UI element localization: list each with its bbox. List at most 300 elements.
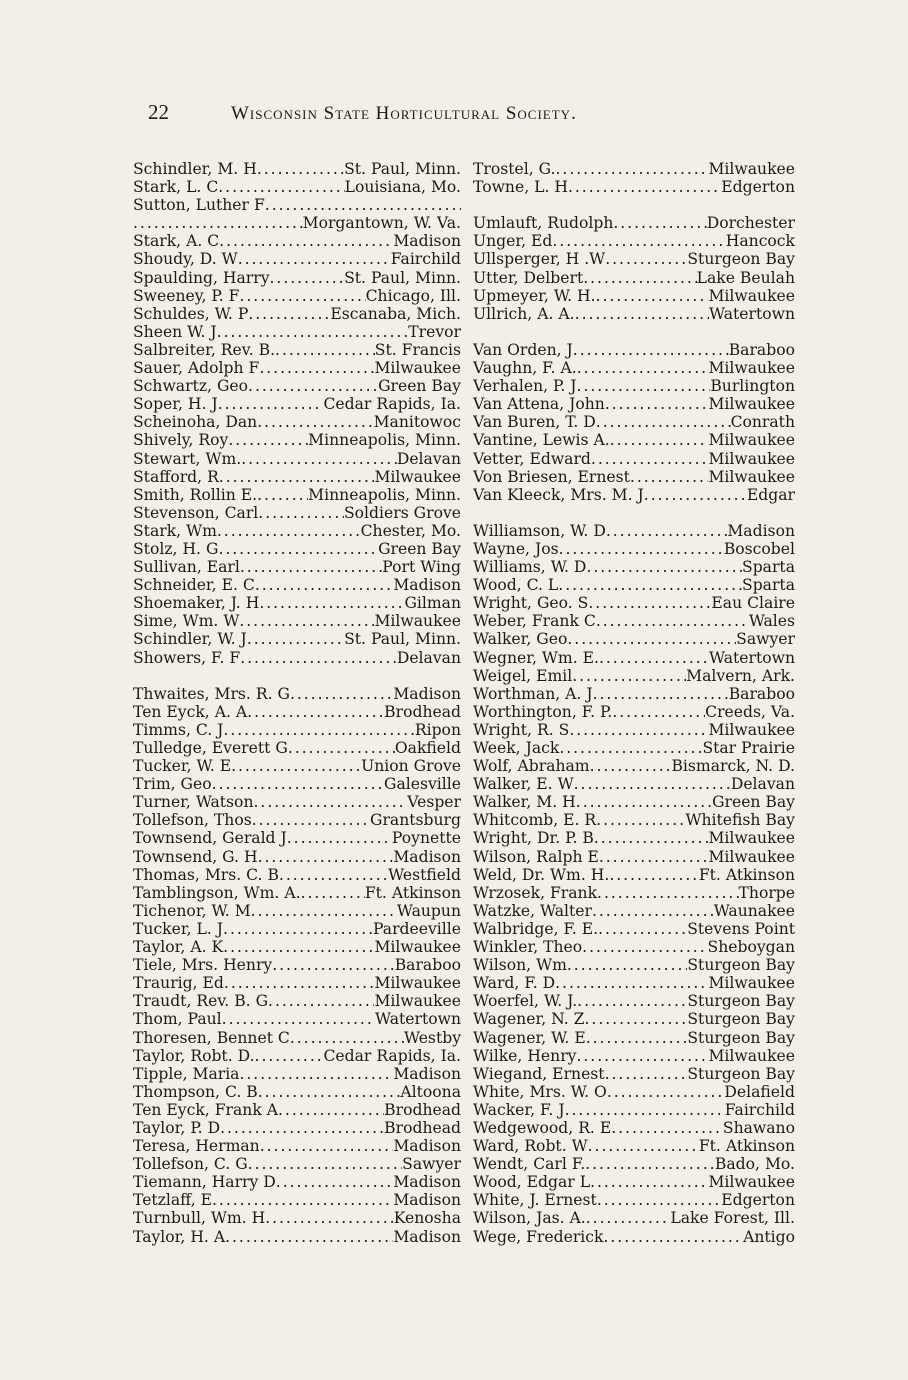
- member-location: Brodhead: [384, 1118, 461, 1137]
- dot-leader: [599, 649, 709, 667]
- member-name: Stark, L. C: [133, 178, 219, 197]
- member-name: Taylor, Robt. D.: [133, 1046, 255, 1065]
- member-location: Milwaukee: [374, 612, 461, 631]
- dot-leader: [240, 558, 382, 576]
- dot-leader: [593, 685, 729, 703]
- dot-leader: [275, 341, 375, 359]
- member-location: Milwaukee: [374, 938, 461, 957]
- dot-leader: [276, 1173, 394, 1191]
- member-name: Vantine, Lewis A.: [473, 431, 610, 450]
- member-name: Wendt, Carl F.: [473, 1155, 586, 1174]
- member-entry: [473, 956, 795, 974]
- member-name: Utter, Delbert: [473, 268, 584, 287]
- member-entry: [473, 160, 795, 178]
- dot-leader: [290, 685, 393, 703]
- dot-leader: [259, 594, 404, 612]
- member-name: Taylor, H. A: [133, 1227, 226, 1246]
- member-location: Bado, Mo.: [714, 1155, 795, 1174]
- member-entry: [473, 721, 795, 739]
- member-location: Milwaukee: [374, 467, 461, 486]
- dot-leader: [559, 540, 724, 558]
- dot-leader: [247, 630, 344, 648]
- member-entry: [473, 341, 795, 359]
- member-entry: [473, 1228, 795, 1246]
- member-name: Unger, Ed: [473, 232, 553, 251]
- member-location: Grantsburg: [370, 811, 461, 830]
- dot-leader: [240, 649, 397, 667]
- member-location: Soldiers Grove: [343, 503, 461, 522]
- member-location: Altoona: [400, 1082, 461, 1101]
- dot-leader: [596, 811, 685, 829]
- member-location: Sturgeon Bay: [687, 250, 795, 269]
- member-entry: [133, 269, 461, 287]
- dot-leader: [594, 829, 709, 847]
- dot-leader: [258, 504, 344, 522]
- member-location: Manitowoc: [373, 413, 461, 432]
- member-entry: [473, 1191, 795, 1209]
- dot-leader: [590, 1173, 708, 1191]
- member-entry: [473, 848, 795, 866]
- member-entry: [473, 612, 795, 630]
- member-entry: [133, 703, 461, 721]
- member-name: Wagener, N. Z: [473, 1010, 585, 1029]
- dot-leader: [252, 811, 370, 829]
- member-location: Madison: [393, 232, 461, 251]
- member-entry: [133, 1119, 461, 1137]
- member-name: Schindler, W. J: [133, 630, 247, 649]
- member-name: Williamson, W. D: [473, 521, 606, 540]
- dot-leader: [555, 974, 708, 992]
- member-entry: [473, 938, 795, 956]
- member-name: Whitcomb, E. R: [473, 811, 597, 830]
- dot-leader: [288, 739, 395, 757]
- member-location: Milwaukee: [708, 847, 795, 866]
- member-entry: [473, 540, 795, 558]
- member-entry: [133, 685, 461, 703]
- member-entry: [473, 884, 795, 902]
- dot-leader: [219, 232, 393, 250]
- dot-leader: [257, 486, 308, 504]
- member-entry: [473, 305, 795, 323]
- dot-leader: [568, 178, 721, 196]
- member-name: Stolz, H. G: [133, 539, 219, 558]
- member-entry: [473, 1065, 795, 1083]
- member-location: Baraboo: [394, 956, 461, 975]
- dot-leader: [586, 558, 742, 576]
- member-name: Thoresen, Bennet C: [133, 1028, 290, 1047]
- member-name: Traurig, Ed: [133, 974, 224, 993]
- member-location: Trevor: [408, 322, 461, 341]
- member-name: Townsend, G. H: [133, 847, 258, 866]
- member-location: Delavan: [396, 449, 461, 468]
- member-name: Walbridge, F. E.: [473, 919, 599, 938]
- dot-leader: [585, 1155, 715, 1173]
- member-location: Sturgeon Bay: [687, 956, 795, 975]
- member-name: Trostel, G.: [473, 160, 556, 178]
- member-entry: [133, 974, 461, 992]
- member-name: Tiele, Mrs. Henry: [133, 956, 273, 975]
- member-location: Poynette: [391, 829, 461, 848]
- member-location: Milwaukee: [708, 1046, 795, 1065]
- member-location: Dorchester: [706, 214, 795, 233]
- member-name: Thom, Paul: [133, 1010, 222, 1029]
- member-entry: [133, 1083, 461, 1101]
- member-name: Weber, Frank C: [473, 612, 596, 631]
- member-name: Wegner, Wm. E.: [473, 648, 599, 667]
- right-column: [473, 160, 795, 1246]
- member-entry: [473, 594, 795, 612]
- member-entry: [473, 902, 795, 920]
- dot-leader: [248, 1155, 403, 1173]
- member-name: Wilson, Ralph E: [473, 847, 599, 866]
- member-name: Worthman, A. J: [473, 684, 593, 703]
- member-location: Chester, Mo.: [360, 521, 461, 540]
- dot-leader: [133, 214, 303, 232]
- member-location: Sturgeon Bay: [687, 1064, 795, 1083]
- dot-leader: [599, 848, 709, 866]
- member-entry: [473, 486, 795, 504]
- dot-leader: [217, 323, 409, 341]
- dot-leader: [596, 287, 709, 305]
- member-entry: [473, 739, 795, 757]
- dot-leader: [228, 431, 308, 449]
- member-name: Stevenson, Carl: [133, 503, 259, 522]
- member-name: Sullivan, Earl: [133, 558, 240, 577]
- member-entry: [133, 1191, 461, 1209]
- dot-leader: [611, 1119, 723, 1137]
- dot-leader: [586, 1209, 671, 1227]
- dot-leader: [596, 612, 749, 630]
- dot-leader: [241, 450, 397, 468]
- member-name: Thomas, Mrs. C. B: [133, 865, 279, 884]
- member-name: Trim, Geo: [133, 775, 212, 794]
- member-location: Cedar Rapids, Ia.: [323, 395, 461, 414]
- dot-leader: [248, 377, 378, 395]
- dot-leader: [255, 1047, 324, 1065]
- member-location: Burlington: [710, 377, 795, 396]
- member-entry: [473, 1137, 795, 1155]
- dot-leader: [260, 1137, 394, 1155]
- member-name: White, J. Ernest: [473, 1191, 597, 1210]
- dot-leader: [212, 1191, 393, 1209]
- member-location: Watertown: [709, 648, 795, 667]
- member-entry: [133, 1137, 461, 1155]
- member-name: Tiemann, Harry D: [133, 1173, 276, 1192]
- dot-leader: [290, 1029, 404, 1047]
- dot-leader: [573, 341, 729, 359]
- member-entry: [133, 196, 461, 214]
- member-entry: [133, 1010, 461, 1028]
- member-location: Milwaukee: [708, 431, 795, 450]
- member-name: Tipple, Maria: [133, 1064, 240, 1083]
- member-name: Ullsperger, H .W: [473, 250, 606, 269]
- member-entry: [133, 377, 461, 395]
- dot-leader: [556, 160, 709, 178]
- member-entry: [473, 866, 795, 884]
- member-name: Shoemaker, J. H: [133, 594, 260, 613]
- member-entry: [133, 232, 461, 250]
- member-name: Towne, L. H: [473, 178, 568, 197]
- member-location: Port Wing: [382, 558, 461, 577]
- member-entry: [473, 413, 795, 431]
- dot-leader: [268, 992, 374, 1010]
- member-name: Walker, E. W: [473, 775, 574, 794]
- member-name: Worthington, F. P.: [473, 702, 613, 721]
- member-entry: [133, 866, 461, 884]
- member-name: Tollefson, Thos: [133, 811, 252, 830]
- member-entry: [133, 413, 461, 431]
- member-location: Green Bay: [712, 793, 795, 812]
- member-entry: [473, 1083, 795, 1101]
- dot-leader: [212, 775, 384, 793]
- dot-leader: [251, 902, 397, 920]
- member-location: Delafield: [724, 1082, 795, 1101]
- member-entry: [133, 884, 461, 902]
- member-name: Townsend, Gerald J: [133, 829, 287, 848]
- dot-leader: [585, 1010, 688, 1028]
- member-name: Schuldes, W. P: [133, 304, 249, 323]
- member-location: Milwaukee: [708, 720, 795, 739]
- member-entry: [473, 667, 795, 685]
- member-location: St. Paul, Minn.: [344, 160, 461, 178]
- dot-leader: [576, 793, 712, 811]
- dot-leader: [223, 938, 374, 956]
- member-location: Baraboo: [728, 684, 795, 703]
- member-name: Thompson, C. B: [133, 1082, 258, 1101]
- member-entry: [473, 793, 795, 811]
- member-name: Watzke, Walter: [473, 901, 592, 920]
- member-name: Ten Eyck, Frank A: [133, 1100, 278, 1119]
- dot-leader: [265, 196, 461, 214]
- member-name: Von Briesen, Ernest: [473, 467, 630, 486]
- member-entry: [473, 468, 795, 486]
- member-name: Walker, M. H: [473, 793, 576, 812]
- member-entry: [133, 305, 461, 323]
- member-name: Vetter, Edward: [473, 449, 591, 468]
- member-location: Milwaukee: [708, 286, 795, 305]
- member-entry: [473, 1047, 795, 1065]
- member-name: Turnbull, Wm. H: [133, 1209, 266, 1228]
- dot-leader: [239, 287, 365, 305]
- member-location: Madison: [393, 1064, 461, 1083]
- member-name: Weigel, Emil: [473, 666, 573, 685]
- dot-leader: [586, 1029, 688, 1047]
- dot-leader: [592, 902, 714, 920]
- dot-leader: [265, 1209, 394, 1227]
- member-entry: [473, 1209, 795, 1227]
- member-location: Lake Beulah: [696, 268, 795, 287]
- member-name: Smith, Rollin E.: [133, 485, 258, 504]
- member-name: Sutton, Luther F: [133, 196, 265, 215]
- member-entry: [133, 829, 461, 847]
- dot-leader: [577, 359, 709, 377]
- member-location: Green Bay: [378, 539, 461, 558]
- dot-leader: [567, 956, 687, 974]
- member-entry: [473, 558, 795, 576]
- dot-leader: [591, 450, 709, 468]
- member-name: Sweeney, P. F: [133, 286, 240, 305]
- member-location: Chicago, Ill.: [365, 286, 461, 305]
- member-entry: [133, 540, 461, 558]
- dot-leader: [257, 160, 344, 178]
- member-entry: [133, 1173, 461, 1191]
- member-entry: [473, 775, 795, 793]
- dot-leader: [590, 757, 672, 775]
- member-location: Bismarck, N. D.: [671, 757, 795, 776]
- member-location: Madison: [393, 847, 461, 866]
- member-location: Fairchild: [724, 1100, 795, 1119]
- member-entry: [473, 1029, 795, 1047]
- dot-leader: [597, 1191, 721, 1209]
- member-entry: [473, 703, 795, 721]
- member-entry: [133, 160, 461, 178]
- member-location: Delavan: [730, 775, 795, 794]
- member-location: Sparta: [742, 576, 795, 595]
- dot-leader: [596, 413, 731, 431]
- dot-leader: [567, 630, 736, 648]
- member-name: Weld, Dr. Wm. H.: [473, 865, 610, 884]
- member-entry: [473, 576, 795, 594]
- dot-leader: [606, 522, 727, 540]
- member-location: Watertown: [375, 1010, 461, 1029]
- member-entry: [473, 450, 795, 468]
- member-location: Hancock: [725, 232, 795, 251]
- member-entry: [133, 920, 461, 938]
- dot-leader: [301, 884, 365, 902]
- dot-leader: [569, 721, 708, 739]
- member-location: Green Bay: [378, 377, 461, 396]
- member-entry: [473, 269, 795, 287]
- member-entry: [133, 1209, 461, 1227]
- member-entry: [133, 359, 461, 377]
- member-entry: [473, 359, 795, 377]
- section-gap: [473, 323, 795, 341]
- member-location: Milwaukee: [708, 449, 795, 468]
- member-location: Madison: [393, 1227, 461, 1246]
- member-name: Stark, A. C: [133, 232, 220, 251]
- member-location: Shawano: [722, 1118, 795, 1137]
- member-location: Milwaukee: [708, 467, 795, 486]
- member-name: Tucker, L. J: [133, 919, 224, 938]
- dot-leader: [577, 377, 711, 395]
- member-location: Milwaukee: [708, 829, 795, 848]
- member-name: Taylor, A. K: [133, 938, 224, 957]
- member-location: Sheboygan: [707, 938, 795, 957]
- dot-leader: [247, 703, 384, 721]
- member-entry: [133, 178, 461, 196]
- member-name: Stark, Wm: [133, 521, 217, 540]
- member-entry: [133, 450, 461, 468]
- member-name: Schneider, E. C: [133, 576, 255, 595]
- member-name: Traudt, Rev. B. G: [133, 992, 269, 1011]
- member-location: Ft. Atkinson: [698, 1137, 795, 1156]
- dot-leader: [248, 305, 330, 323]
- dot-leader: [279, 866, 388, 884]
- member-name: Schwartz, Geo: [133, 377, 249, 396]
- dot-leader: [231, 757, 361, 775]
- member-entry: [133, 992, 461, 1010]
- member-entry: [133, 214, 461, 232]
- dot-leader: [559, 739, 702, 757]
- member-name: Wright, Dr. P. B: [473, 829, 594, 848]
- member-name: Wilson, Wm: [473, 956, 567, 975]
- member-location: Minneapolis, Minn.: [308, 485, 461, 504]
- member-location: Waupun: [396, 901, 461, 920]
- member-name: Ten Eyck, A. A: [133, 702, 248, 721]
- dot-leader: [278, 1101, 384, 1119]
- member-location: Stevens Point: [687, 919, 795, 938]
- member-name: Wright, R. S: [473, 720, 570, 739]
- member-name: Williams, W. D: [473, 558, 587, 577]
- dot-leader: [255, 576, 394, 594]
- member-entry: [133, 1029, 461, 1047]
- member-name: Wedgewood, R. E: [473, 1118, 612, 1137]
- member-entry: [473, 431, 795, 449]
- member-location: Louisiana, Mo.: [344, 178, 461, 197]
- dot-leader: [575, 305, 709, 323]
- dot-leader: [588, 1137, 699, 1155]
- dot-leader: [239, 612, 374, 630]
- member-entry: [473, 1155, 795, 1173]
- member-name: Wacker, F. J: [473, 1100, 565, 1119]
- member-name: Woerfel, W. J.: [473, 992, 578, 1011]
- dot-leader: [270, 269, 345, 287]
- member-name: Week, Jack: [473, 739, 560, 757]
- member-name: Tetzlaff, E: [133, 1191, 213, 1210]
- member-name: Wege, Frederick: [473, 1227, 604, 1246]
- member-entry: [473, 1119, 795, 1137]
- member-entry: [133, 486, 461, 504]
- member-location: Westfield: [388, 865, 461, 884]
- member-name: White, Mrs. W. O: [473, 1082, 607, 1101]
- member-name: Tichenor, W. M: [133, 901, 251, 920]
- member-location: Sparta: [742, 558, 795, 577]
- member-entry: [133, 323, 461, 341]
- member-location: Sturgeon Bay: [687, 1028, 795, 1047]
- member-entry: [133, 522, 461, 540]
- dot-leader: [257, 413, 373, 431]
- section-gap: [473, 196, 795, 214]
- dot-leader: [588, 594, 711, 612]
- dot-leader: [219, 468, 375, 486]
- member-location: Milwaukee: [374, 359, 461, 378]
- dot-leader: [258, 848, 394, 866]
- dot-leader: [259, 359, 374, 377]
- dot-leader: [574, 775, 731, 793]
- dot-leader: [630, 468, 709, 486]
- member-location: Madison: [393, 576, 461, 595]
- member-location: Malvern, Ark.: [686, 666, 795, 685]
- member-entry: [473, 649, 795, 667]
- member-name: Wiegand, Ernest: [473, 1064, 605, 1083]
- member-location: St. Paul, Minn.: [344, 630, 461, 649]
- member-location: Cedar Rapids, Ia.: [323, 1046, 461, 1065]
- member-entry: [133, 1101, 461, 1119]
- member-name: Soper, H. J: [133, 395, 218, 414]
- dot-leader: [576, 1047, 708, 1065]
- member-name: Tulledge, Everett G: [133, 739, 288, 757]
- member-entry: [133, 576, 461, 594]
- member-location: Union Grove: [361, 757, 461, 776]
- member-location: Madison: [727, 521, 795, 540]
- dot-leader: [644, 486, 747, 504]
- page-header: [148, 100, 708, 125]
- dot-leader: [258, 1083, 401, 1101]
- dot-leader: [254, 793, 408, 811]
- dot-leader: [605, 250, 687, 268]
- member-name: Shoudy, D. W: [133, 250, 238, 269]
- member-entry: [133, 630, 461, 648]
